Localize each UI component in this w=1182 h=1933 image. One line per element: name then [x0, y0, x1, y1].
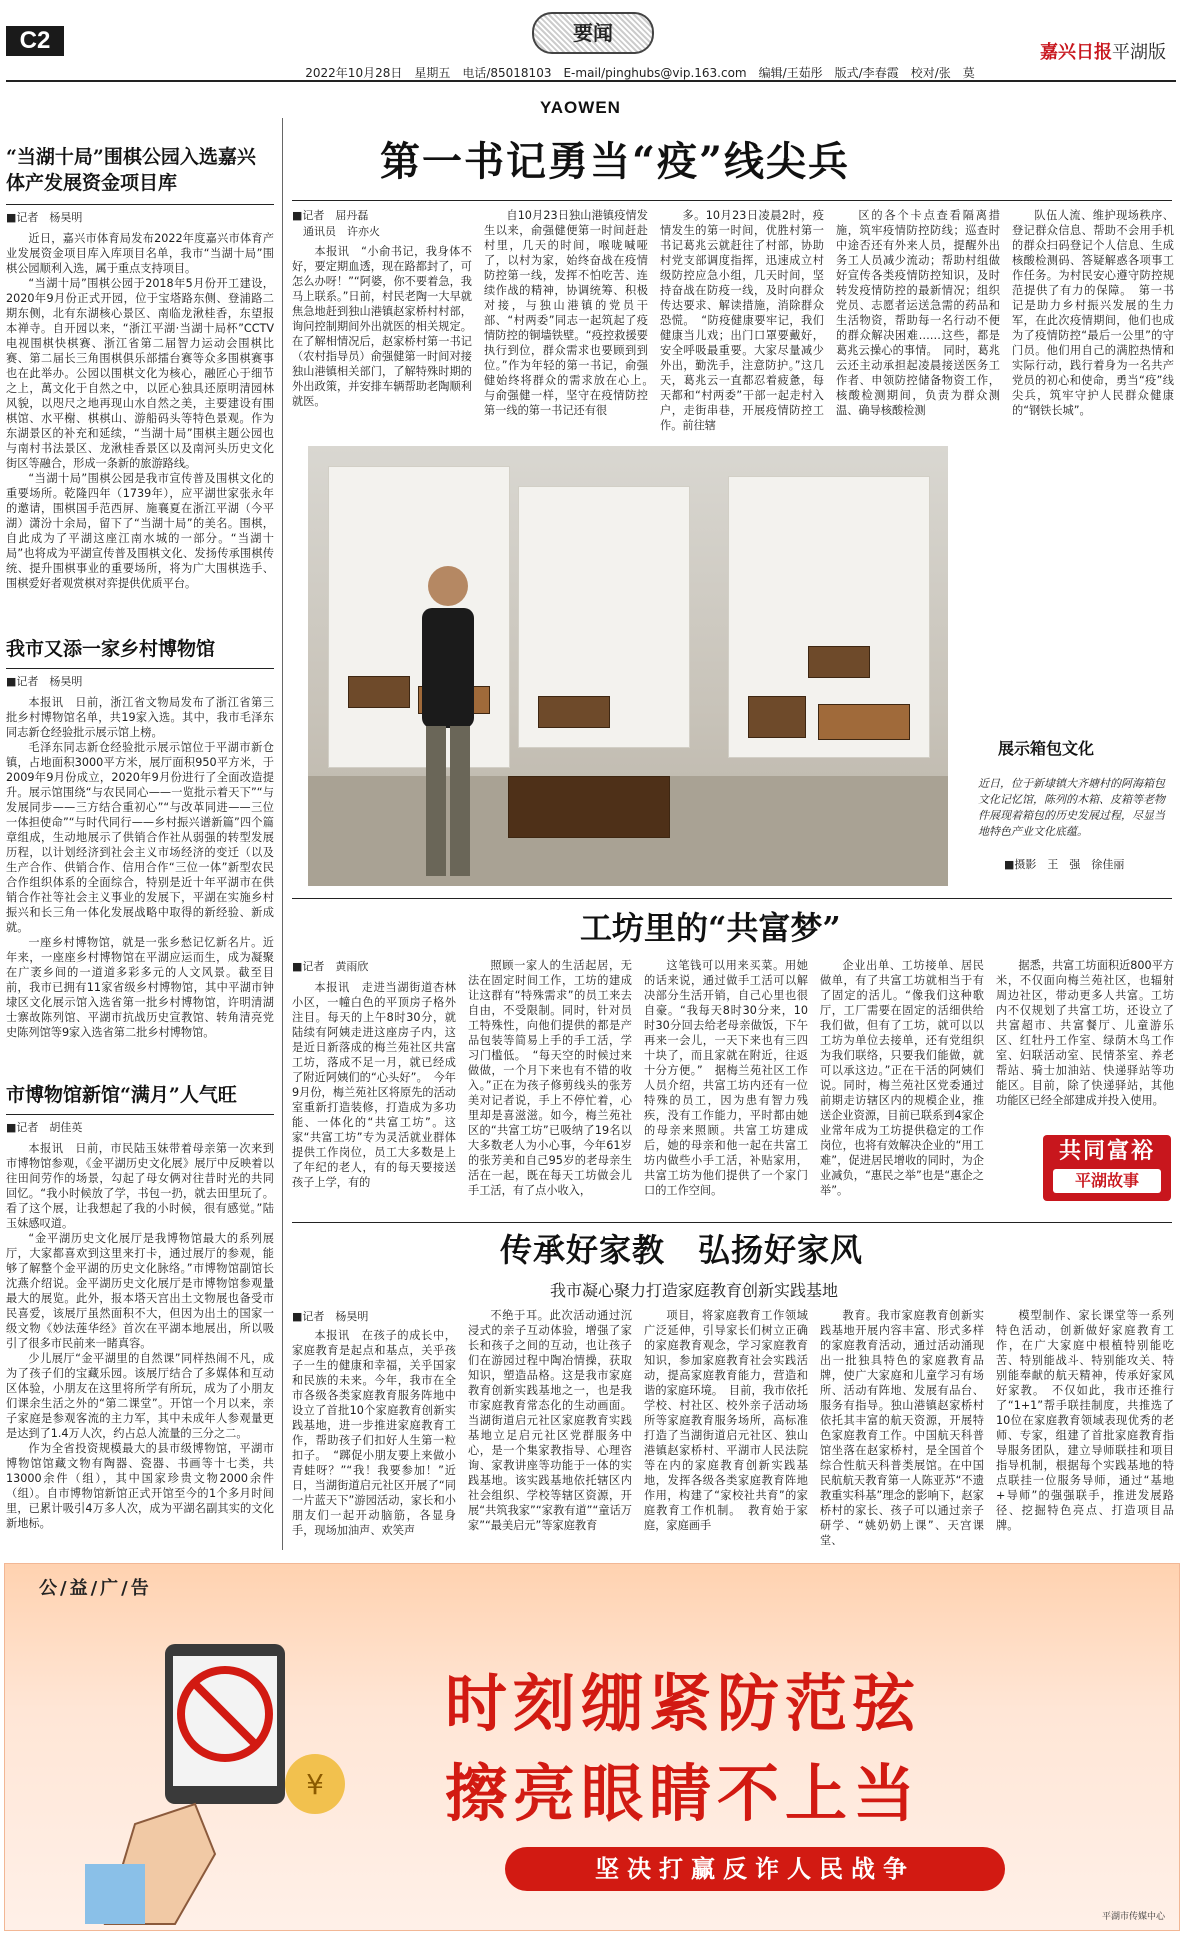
- trunk: [348, 676, 410, 708]
- paragraph: 据悉，共富工坊面积近800平方米，不仅面向梅兰苑社区，也辐射周边社区，带动更多人共富。工坊内不仅规划了共富工坊，还设立了共富超市、共富餐厅、儿童游乐区、红牡丹工作室、绿荫木鸟工作室、妇联活动室、民情茶室、养老帮站、骑士加油站、快递驿站等功能区。目前，除了快递驿站，其他功能区已经全部建成并投入使用。: [996, 959, 1174, 1107]
- paragraph: 区的各个卡点查看隔离措施，筑牢疫情防控防线；巡查时中途否还有外来人员，提醒外出务工人员减少流动；帮助村组做好宣传各类疫情防控知识，及时转发疫情防控的最新情况；组织党员、志愿者运送急需的药品和生活物资，帮助每一名行动不便的群众解决困难……这些，都是葛兆云操心的事情。 同时，葛兆云还主动承担起凌晨接送医务工作者、申领防控储备物资工作，核酸检测期间，负责为群众测温、确导核酸检测: [836, 209, 1000, 417]
- story4-col-e: [996, 958, 1174, 1128]
- public-service-ad: [4, 1563, 1180, 1931]
- lead-col-e: [1012, 208, 1174, 434]
- story-village-museum: [6, 636, 274, 1051]
- paragraph: 不绝于耳。此次活动通过沉浸式的亲子互动体验，增强了家长和孩子之间的互动，也让孩子们在游园过程中陶冶情操，获取知识，塑造品格。这是我市家庭教育创新实践基地之一，也是我市家庭教育常态化的生动画面。当湖街道启元社区家庭教育实践基地立足启元社区党群服务中心，是一个集家教指导、心理咨询、家教讲座等功能于一体的实践基地。该实践基地依托辖区内社会组织、学校等辖区资源，开展“共筑我家”“家教有道”“童话万家”“最美启元”等家庭教育: [468, 1309, 632, 1532]
- paragraph: 近日，嘉兴市体育局发布2022年度嘉兴市体育产业发展资金项目库入库项目名单，我市“当湖十局”围棋公园顺利入选，属于重点支持项目。: [6, 232, 274, 275]
- brand-name: 嘉兴日报: [1040, 42, 1112, 63]
- photo-caption-area: [960, 446, 1170, 886]
- paragraph: 本报讯 日前，浙江省文物局发布了浙江省第三批乡村博物馆名单，共19家入选。其中，我市毛泽东同志新仓经验批示展示馆上榜。: [6, 696, 274, 739]
- paragraph: 一座乡村博物馆，就是一张乡愁记忆新名片。近年来，一座座乡村博物馆在平湖应运而生，成为凝聚在广袤乡间的一道道多彩多元的人文风景。截至目前，我市已拥有11家省级乡村博物馆，其中平湖市钟埭区文化展示馆入选省第一批乡村博物馆，许明清湖士寨故陈列馆、平湖市抗战历史宣教馆、转角清亮党史陈列馆等9家入选省第二批乡村博物馆。: [6, 936, 274, 1039]
- story-title: “当湖十局”围棋公园入选嘉兴体产发展资金项目库: [6, 146, 256, 194]
- section-english: YAOWEN: [540, 98, 621, 117]
- story4-title: 工坊里的“共富梦”: [580, 909, 841, 947]
- paragraph: 多。10月23日凌晨2时，疫情发生的第一时间，优胜村第一书记葛兆云就赶往了村部，协助村党支部调度指挥，迅速成立村级防控应急小组，几天时间，坚持奋战在防疫一线，及时向群众传达要求、解读措施，消除群众恐慌。 “防疫健康要牢记，我们健康当儿戏；出门口罩要戴好，安全呼吸最重要。大家尽量减少外出，勤洗手，注意防护。”这几天，葛兆云一直都忍着疲惫，每天都和“村两委”干部一起走村入户，走街串巷，开展疫情防控工作。前往辖: [660, 209, 824, 432]
- trunk: [808, 646, 870, 678]
- paragraph: “当湖十局”围棋公园于2018年5月份开工建设，2020年9月份正式开园，位于宝塔路东侧、登浦路二期东侧，北有东湖核心景区、南临龙湫桂香，东望报本禅寺。自开园以来，“浙江平湖·当湖十局杯”CCTV电视围棋快棋赛、浙江省第二届智力运动会围棋比赛、第二届长三角围棋俱乐部擂台赛等众多围棋赛事也在此举办。公园以围棋文化为核心，融匠心于细节之上，萬文化于自然之中，以匠心独具还原明清园林风貌，以咫尺之地再现山水自然之美，主要建设有围棋馆、水平榭、棋棋山、游船码头等特色景观。作为东湖景区的补充和延续，“当湖十局”围棋主题公园也与南村书法景区、龙湫桂香景区以及南河头历史文化街区等融合，形成一条新的旅游路线。: [6, 277, 274, 470]
- story4-col-b: [468, 958, 632, 1210]
- section-seal: 要闻: [532, 12, 654, 54]
- trunk: [538, 696, 610, 728]
- badge-line1: 共同富裕: [1058, 1139, 1155, 1164]
- badge-line2: 平湖故事: [1053, 1169, 1161, 1193]
- lead-byline: ■记者 屈丹磊 通讯员 许亦火: [292, 209, 380, 238]
- story5-col-b: [468, 1308, 632, 1556]
- section-rule: [292, 898, 1172, 899]
- story5-col-d: [820, 1308, 984, 1556]
- paragraph: 本报讯 在孩子的成长中，家庭教育是起点和基点，关乎孩子一生的健康和幸福，关乎国家和民族的未来。今年，我市在全市各级各类家庭教育服务阵地中设立了首批10个家庭教育创新实践基地，进一步推进家庭教育工作，帮助孩子们扣好人生第一粒扣子。 “踯促小朋友要上来做小青蛙呀？”“我！我要参加！”近日，当湖街道启元社区开展了“同一片蓝天下”游园活动，家长和小朋友们一起开动脑筋，各显身手，现场加油声、欢笑声: [292, 1329, 456, 1537]
- photo-luggage-museum: [308, 446, 948, 886]
- byline: ■记者 杨昊明: [6, 211, 83, 224]
- story4-col-d: [820, 958, 984, 1210]
- paragraph: “金平湖历史文化展厅是我博物馆最大的系列展厅，大家都喜欢到这里来打卡，通过展厅的参观，能够了解整个金平湖的历史文化脉络。”市博物馆副馆长沈燕介绍说。金平湖历史文化展厅是市博物馆参观量最大的展览。此外，报本塔天宫出土文物展也备受市民喜爱，该展厅虽然面积不大，但因为出土的国家一级文物《妙法莲华经》首次在平湖本地展出，所以吸引了很多市民前来一睹真容。: [6, 1232, 274, 1350]
- story5-byline: ■记者 杨昊明: [292, 1310, 369, 1323]
- story5-title: 传承好家教 弘扬好家风: [500, 1231, 864, 1269]
- story-title: 市博物馆新馆“满月”人气旺: [6, 1084, 237, 1106]
- photo-title: 展示箱包文化: [998, 739, 1095, 758]
- common-prosperity-badge: [1043, 1135, 1171, 1201]
- paragraph: 教育。我市家庭教育创新实践基地开展内容丰富、形式多样的家庭教育活动，通过活动涌现出一批独具特色的家庭教育品牌，使广大家庭和儿童学习有场所、活动有阵地、发展有品台、服务有指导。独山港镇赵家桥村依托其丰富的航天资源，开展特色家庭教育工作。中国航天科普馆坐落在赵家桥村，是全国首个综合性航天科普类展馆。在中国民航航天教育第一人陈亚苏“不遗教重实科基”理念的影响下，赵家桥村的家长、孩子可以通过亲子研学、“姚奶奶上课”、天宫课堂、: [820, 1309, 984, 1547]
- section-rule: [292, 1222, 1172, 1223]
- byline: ■记者 胡佳英: [6, 1121, 83, 1134]
- paragraph: 本报讯 走进当湖街道杏林小区，一幢白色的平顶房子格外注目。每天的上午8时30分，就陆续有阿姨走进这座房子内，这是近日新落成的梅兰苑社区共富工坊，落成不足一月，就已经成了附近阿姨们的“心头好”。 今年9月份，梅兰苑社区将原先的活动室重新打造装修，打造成为多功能、一体化的“共富工坊”。这家“共富工坊”专为灵活就业群体提供工作岗位，员工大多数是上了年纪的老人，有的每天要接送孩子上学，有的: [292, 981, 456, 1189]
- lead-col-d: [836, 208, 1000, 434]
- byline: ■记者 杨昊明: [6, 675, 83, 688]
- paragraph: 企业出单、工坊接单、居民做单，有了共富工坊就相当于有了固定的活儿。“像我们这种歌厅，工厂需要在固定的活细供给我们做，但有了工坊，就可以以工坊为单位去接单，还有党组织为我们联络，只要我们能做，就可以承这边。”正在干活的阿姨们说。同时，梅兰苑社区党委通过前期走访辖区内的规模企业，推送企业资源，目前已联系到4家企业常年成为工坊提供稳定的工作岗位，也将有效解决企业的“用工难”，促进居民增收的同时，为企业减负，“惠民之举”也是“惠企之举”。: [820, 959, 984, 1197]
- trunk: [818, 704, 910, 740]
- story-title: 我市又添一家乡村博物馆: [6, 638, 216, 660]
- display-table: [508, 776, 670, 838]
- anti-fraud-illustration: [45, 1624, 405, 1924]
- lead-rule: [292, 200, 1172, 201]
- story4-byline: ■记者 黄雨欣: [292, 960, 369, 973]
- paragraph: 队伍人流、维护现场秩序、登记群众信息、帮助不会用手机的群众扫码登记个人信息、生成核酸检测码、答疑解惑各项事工作任务。为村民安心遵守防控规范提供了有力的保障。 第一书记是助力乡村振兴发展的生力军，在此次疫情期间，他们也成为了疫情防控“最后一公里”的守门员。他们用自己的满腔热情和实际行动，践行着身为一名共产党员的初心和使命，勇当“疫”线尖兵，筑牢守护人民群众健康的“钢铁长城”。: [1012, 209, 1174, 417]
- lead-col-b: [484, 208, 660, 434]
- story4-col-c: [644, 958, 808, 1210]
- ad-label: 公/益/广/告: [39, 1578, 152, 1599]
- story-city-museum: [6, 1082, 274, 1561]
- paragraph: 毛泽东同志新仓经验批示展示馆位于平湖市新仓镇，占地面积3000平方米，展厅面积950平方米，于2009年9月份成立，2020年9月份进行了全面改造提升。展示馆围绕“与农民同心——一览批示着天下”“与发展同步——三方结合重初心”“与改革同进——三位一体担使命”“与时代同行——乡村振兴谱新篇”四个篇章组成，生动地展示了供销合作社从弱强的转型发展历程，以计划经济到社会主义市场经济的变迁（以及生产合作、供销合作、信用合作“三位一体”新型农民合作组织体系的全面综合，特别是近十年平湖市在供销合作社等社会主义事业的发展下，平湖在实施乡村振兴和长三角一体化发展战略中取得的新经验、新成就。: [6, 741, 274, 934]
- ad-slogan-banner: 坚决打赢反诈人民战争: [505, 1847, 1005, 1891]
- title-rule: [6, 204, 274, 205]
- story5-subtitle: 我市凝心聚力打造家庭教育创新实践基地: [550, 1281, 839, 1300]
- story-body: [6, 695, 274, 1051]
- title-rule: [6, 1114, 274, 1115]
- story5-col-e: [996, 1308, 1174, 1556]
- photo-caption: 近日，位于新埭镇大齐塘村的阿海箱包文化记忆馆，陈列的木箱、皮箱等老物件展现着箱包的历史发展过程，尽显当地特色产业文化底蕴。: [978, 777, 1165, 838]
- ad-organization: 平湖市传媒中心: [1101, 1912, 1165, 1922]
- story-body: [6, 1141, 274, 1561]
- paragraph: 项目，将家庭教育工作领域广泛延伸，引导家长们树立正确的家庭教育观念，学习家庭教育知识，参加家庭教育社会实践活动，提高家庭教育能力，营造和谐的家庭环境。 目前，我市依托学校、村社区、校外亲子活动场所等家庭教育服务场所，高标准打造了当湖街道启元社区、独山港镇赵家桥村、平湖市人民法院等在内的家庭教育创新实践基地，发挥各级各类家庭教育阵地作用，构建了“家校社共育”的家庭教育工作机制。 教育始于家庭，家庭画手: [644, 1309, 808, 1532]
- story-go-park: [6, 144, 274, 611]
- ad-headline-2: 擦亮眼睛不上当: [445, 1757, 922, 1830]
- person-figure: [408, 556, 488, 886]
- story5-col-a: [292, 1328, 456, 1556]
- column-divider: [282, 118, 283, 1550]
- title-rule: [6, 668, 274, 669]
- story5-col-c: [644, 1308, 808, 1556]
- dateline: 2022年10月28日 星期五 电话/85018103 E-mail/pinghubs@vip.163.com 编辑/王茹彤 版式/李春霞 校对/张 莫: [305, 66, 975, 80]
- paragraph: 照顾一家人的生活起居，无法在固定时间工作，工坊的建成让这群有“特殊需求”的员工来去自由，不受限制。同时，针对员工特殊性，向他们提供的都是产品包装等简易上手的手工活，学习门槛低。 “每天空的时候过来做做，一个月下来也有不错的收入。”正在为孩子修剪线头的张芳美对记者说，手上不停忙着，心里却是喜滋滋。如今，梅兰苑社区的“共富工坊”已吸纳了19名以大多数老人为小心事，今年61岁的张芳美和自己95岁的老母亲生活在一起，既在每天工坊做会儿手工活，有了点小收入，: [468, 959, 632, 1197]
- paragraph: “当湖十局”围棋公园是我市宣传普及围棋文化的重要场所。乾隆四年（1739年），应平湖世家张永年的邀请，围棋国手范西屏、施襄夏在浙江平湖（今平湖）潇汾十余局，留下了“当湖十局”的美名。围棋，自此成为了平湖这座江南水城的一部分。“当湖十局”也将成为平湖宣传普及围棋文化、发扬传承围棋传统、提升围棋事业的重要场所，将为广大围棋选手、围棋爱好者观赏棋对弈提供优质平台。: [6, 472, 274, 590]
- brand-logo: [1040, 38, 1166, 64]
- paragraph: 作为全省投资规模最大的县市级博物馆，平湖市博物馆馆藏文物有陶器、瓷器、书画等十七类，共13000余件（组），其中国家珍贵文物2000余件（组）。自市博物馆新馆正式开馆至今的1个多月时间里，已累计吸引4万多人次，成为平湖名副其实的文化新地标。: [6, 1442, 274, 1530]
- paragraph: 模型制作、家长课堂等一系列特色活动，创新做好家庭教育工作，在广大家庭中根植特别能吃苦、特别能战斗、特别能攻关、特别能奉献的航天精神，传承好家风好家教。 不仅如此，我市还推行了“1+1”帮手联挂制度，共推选了10位在家庭教育领域表现优秀的老师、专家，组建了首批家庭教育指导服务团队，建立导师联挂和项目指导机制，根据每个实践基地的特点联挂一位服务导师，通过“基地+导师”的强强联手，推进发展路径、挖掘特色亮点、打造项目品牌。: [996, 1309, 1174, 1532]
- paragraph: 本报讯 日前，市民陆玉妹带着母亲第一次来到市博物馆参观，《金平湖历史文化展》展厅中反映着以往田间劳作的场景，勾起了母女俩对往昔时光的共同回忆。“我小时候放了学，书包一扔，就去田里玩了。看了这个展，让我想起了我的小时候，很有感觉。”陆玉妹感叹道。: [6, 1142, 274, 1230]
- lead-title: 第一书记勇当“疫”线尖兵: [380, 138, 851, 185]
- lead-col-a: [292, 244, 472, 434]
- lead-col-c: [660, 208, 824, 434]
- paragraph: 本报讯 “小俞书记，我身体不好，要定期血透，现在路都封了，可怎么办呀！”“阿婆，你不要着急，我马上联系。”日前，村民老陶一大早就焦急地赶到独山港镇赵家桥村村部，询问控制期间外出就医的相关规定。在了解相情况后，赵家桥村第一书记（农村指导员）俞强健第一时间对接独山港镇相关部门，了解特殊时期的外出政策，并安排车辆帮助老陶顺利就医。: [292, 245, 472, 408]
- svg-text:¥: ¥: [306, 1768, 324, 1801]
- paragraph: 这笔钱可以用来买菜。用她的话来说，通过做手工活可以解决部分生活开销，自己心里也很自豪。“我每天8时30分来，10时30分回去给老母亲做饭，下午再来一会儿，一天下来也有三四十块了，而且家就在附近，往返十分方便。” 据梅兰苑社区工作人员介绍，共富工坊内还有一位特殊的员工，因为患有智力残疾，没有工作能力，平时都由她的母亲来照顾。共富工坊建成后，她的母亲和他一起在共富工坊内做些小手工活，补贴家用，共富工坊为他们提供了一个家门口的工作空间。: [644, 959, 808, 1197]
- trunk: [748, 696, 806, 738]
- story-body: [6, 231, 274, 611]
- story4-col-a: [292, 980, 456, 1210]
- ad-headline-1: 时刻绷紧防范弦: [445, 1667, 922, 1740]
- paragraph: 少儿展厅“金平湖里的自然课”同样热闹不凡，成为了孩子们的宝藏乐园。该展厅结合了多媒体和互动区体验，小朋友在这里将所学有所玩，成为了小朋友们课余生活之外的“第二课堂”。开馆一个月以来，亲子家庭是参观客流的主力军，其中未成年人参观量更是达到了1.4万人次，约占总人流量的三分之二。: [6, 1352, 274, 1440]
- page-code: C2: [6, 26, 64, 56]
- paragraph: 自10月23日独山港镇疫情发生以来，俞强健便第一时间赶赴村里，几天的时间，喉咙喊哑了，以村为家，始终奋战在疫情防控第一线，发挥不怕吃苦、连续作战的精神，协调统筹、积极对接，与独山港镇的党员干部、“村两委”同志一起筑起了疫情防控的铜墙铁壁。“疫控救援要执行到位，群众需求也要顾到到位。”作为年轻的第一书记，俞强健始终将群众的需求放在心上。 与俞强健一样，坚守在疫情防控第一线的第一书记还有很: [484, 209, 660, 417]
- edition-label: 平湖版: [1112, 42, 1166, 63]
- masthead-rule: [6, 80, 1176, 82]
- photo-credit: ■摄影 王 强 徐佳丽: [1004, 858, 1125, 871]
